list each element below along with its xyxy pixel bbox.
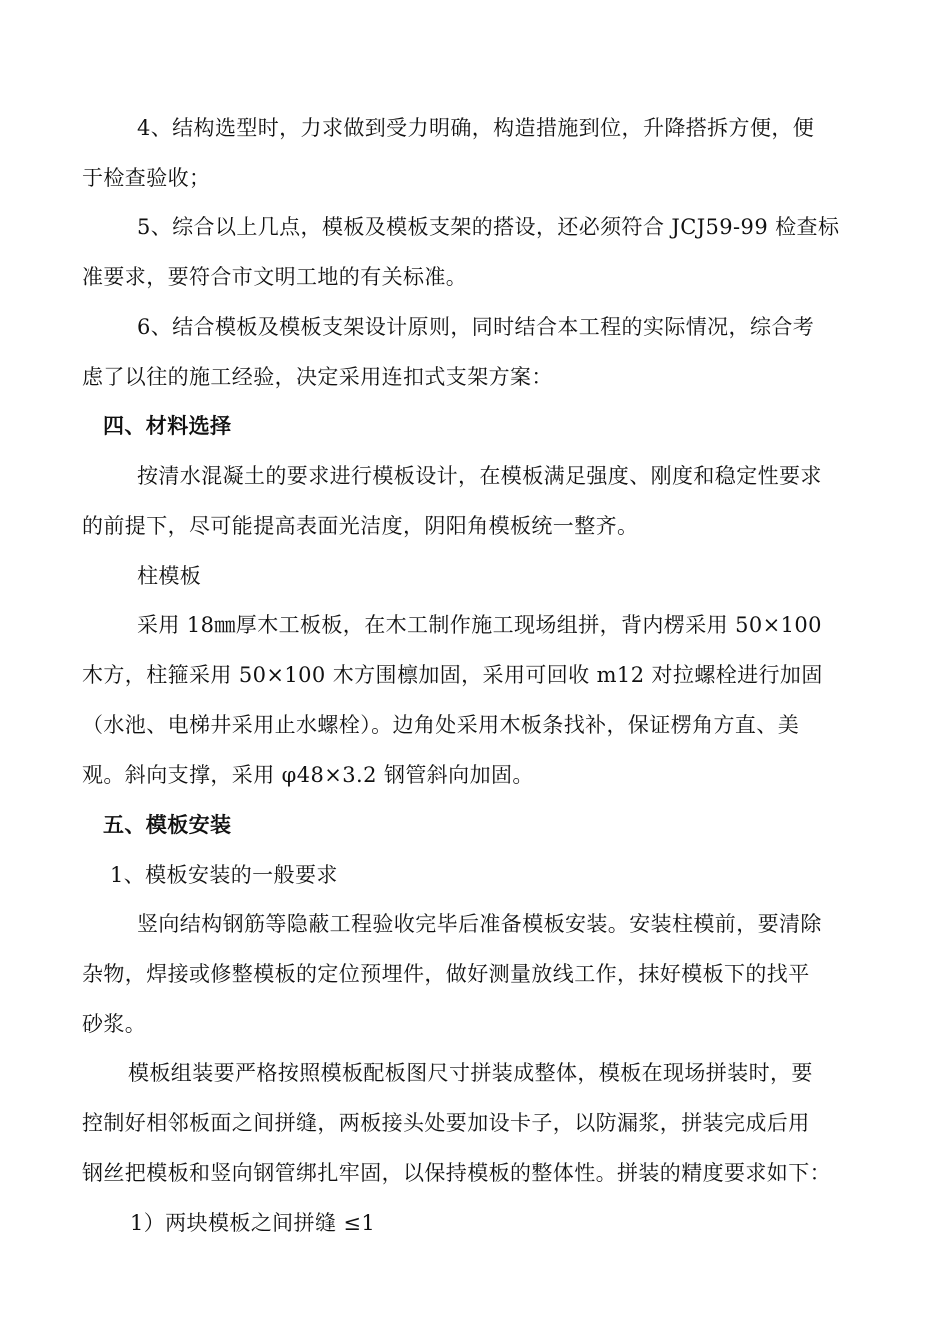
section-5-heading: 五、模板安装 xyxy=(103,813,232,837)
paragraph-6-line-2: 虑了以往的施工经验，决定采用连扣式支架方案： xyxy=(82,365,553,389)
install-para-2-line-2: 控制好相邻板面之间拼缝，两板接头处要加设卡子，以防漏浆，拼装完成后用 xyxy=(82,1111,810,1135)
column-formwork-line-1: 采用 18㎜厚木工板板，在木工制作施工现场组拼，背内楞采用 50×100 xyxy=(137,613,822,637)
paragraph-5-line-1: 5、综合以上几点，模板及模板支架的搭设，还必须符合 JCJ59-99 检查标 xyxy=(137,215,840,239)
column-formwork-line-2: 木方，柱箍采用 50×100 木方围檩加固，采用可回收 m12 对拉螺栓进行加固 xyxy=(82,663,823,687)
install-para-1-line-1: 竖向结构钢筋等隐蔽工程验收完毕后准备模板安装。安装柱模前，要清除 xyxy=(137,912,822,936)
paragraph-5-line-2: 准要求，要符合市文明工地的有关标准。 xyxy=(82,265,468,289)
column-formwork-line-4: 观。斜向支撑，采用 φ48×3.2 钢管斜向加固。 xyxy=(82,763,534,787)
subsection-1-title: 1、模板安装的一般要求 xyxy=(110,863,338,887)
paragraph-4-line-1: 4、结构选型时，力求做到受力明确，构造措施到位，升降搭拆方便，便 xyxy=(137,116,815,140)
install-para-2-line-1: 模板组装要严格按照模板配板图尺寸拼装成整体，模板在现场拼装时，要 xyxy=(128,1061,813,1085)
column-formwork-title: 柱模板 xyxy=(137,564,202,588)
precision-item-1: 1）两块模板之间拼缝 ≤1 xyxy=(130,1211,376,1235)
install-para-1-line-2: 杂物，焊接或修整模板的定位预埋件，做好测量放线工作，抹好模板下的找平 xyxy=(82,962,810,986)
install-para-2-line-3: 钢丝把模板和竖向钢管绑扎牢固，以保持模板的整体性。拼装的精度要求如下： xyxy=(82,1161,831,1185)
materials-intro-line-2: 的前提下，尽可能提高表面光洁度，阴阳角模板统一整齐。 xyxy=(82,514,639,538)
materials-intro-line-1: 按清水混凝土的要求进行模板设计，在模板满足强度、刚度和稳定性要求 xyxy=(137,464,822,488)
paragraph-6-line-1: 6、结合模板及模板支架设计原则，同时结合本工程的实际情况，综合考 xyxy=(137,315,815,339)
paragraph-4-line-2: 于检查验收； xyxy=(82,166,211,190)
column-formwork-line-3: （水池、电梯井采用止水螺栓）。边角处采用木板条找补，保证楞角方直、美 xyxy=(82,713,800,737)
section-4-heading: 四、材料选择 xyxy=(103,414,232,438)
install-para-1-line-3: 砂浆。 xyxy=(82,1012,147,1036)
